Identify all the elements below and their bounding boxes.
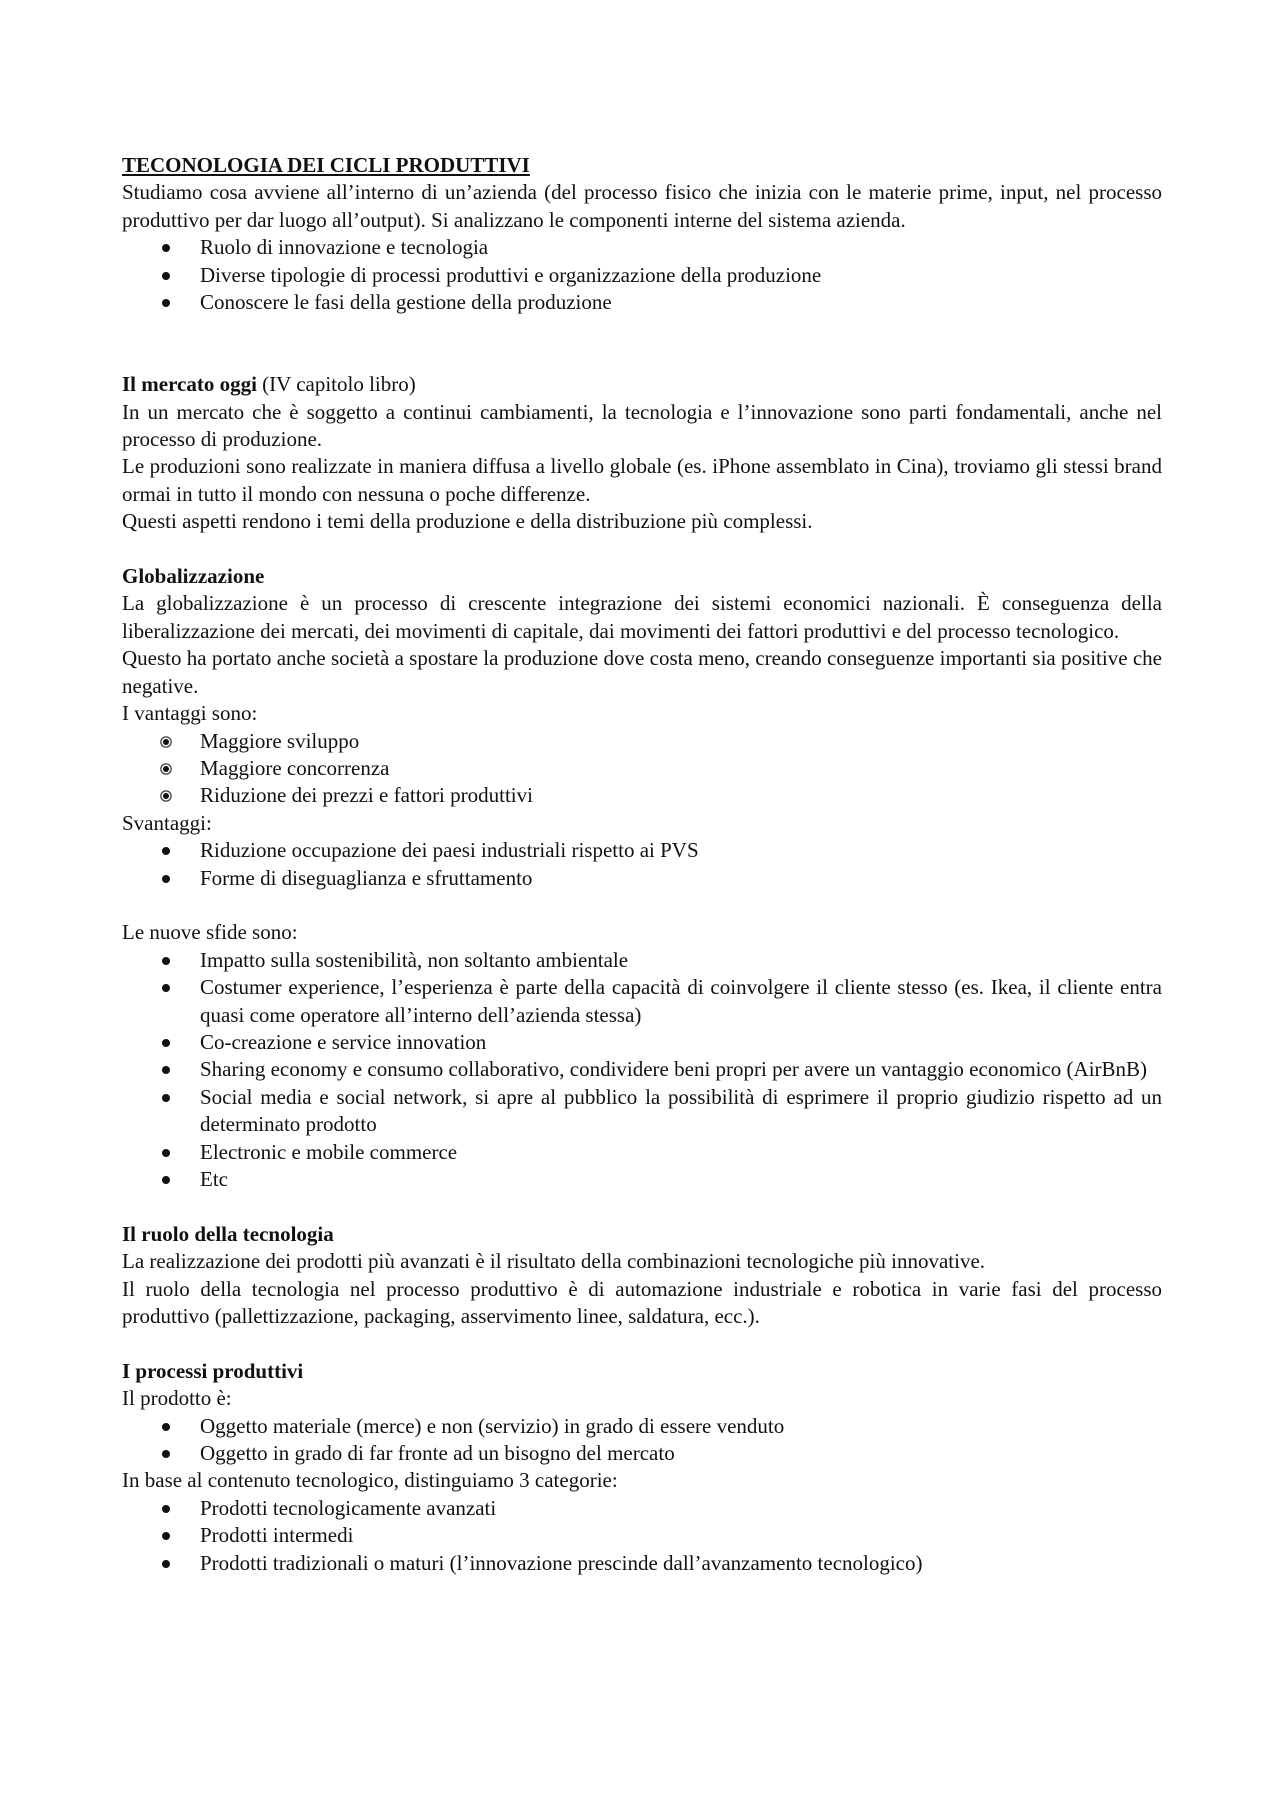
list-label: I vantaggi sono: [122,701,258,726]
list-item: Riduzione occupazione dei paesi industriali rispetto ai PVS [122,837,1162,864]
bullet-icon [162,957,170,965]
vantaggi-list [122,728,1162,810]
section-heading-globalizzazione: Globalizzazione [122,564,265,589]
spacer [122,1193,1162,1220]
bullet-icon [162,1450,170,1458]
list-label: Svantaggi: [122,810,212,835]
list-item: Oggetto materiale (merce) e non (servizio) in grado di essere venduto [122,1413,1162,1440]
spacer [122,316,1162,371]
list-item: Impatto sulla sostenibilità, non soltanto ambientale [122,947,1162,974]
bullet-icon [162,984,170,992]
list-label: In base al contenuto tecnologico, distinguiamo 3 categorie: [122,1468,618,1493]
bullet-icon [162,1532,170,1540]
list-item: Costumer experience, l’esperienza è parte della capacità di coinvolgere il cliente stesso (es. Ikea, il cliente entra quasi come operatore all’interno dell’azienda stessa) [122,974,1162,1029]
intro-bullet-list [122,234,1162,316]
section-heading-processi: I processi produttivi [122,1358,304,1383]
list-item: Conoscere le fasi della gestione della produzione [122,289,1162,316]
bullet-icon [162,1560,170,1568]
list-item: Maggiore sviluppo [122,728,1162,755]
bullet-icon [162,1066,170,1074]
section-heading-tecnologia: Il ruolo della tecnologia [122,1221,334,1246]
spacer [122,1330,1162,1357]
list-item: Co-creazione e service innovation [122,1029,1162,1056]
svantaggi-list [122,837,1162,892]
list-item: Etc [122,1166,1162,1193]
sfide-list [122,947,1162,1194]
paragraph: La realizzazione dei prodotti più avanzati è il risultato della combinazioni tecnologiche più innovative. [122,1249,986,1274]
prodotto-list [122,1413,1162,1468]
bullet-icon [162,1094,170,1102]
bullet-icon [162,244,170,252]
list-item: Social media e social network, si apre al pubblico la possibilità di esprimere il proprio giudizio rispetto ad un determinato prodotto [122,1084,1162,1139]
paragraph: Questo ha portato anche società a spostare la produzione dove costa meno, creando conseguenze importanti sia positive che negative. [122,646,1162,698]
list-item: Prodotti tradizionali o maturi (l’innovazione prescinde dall’avanzamento tecnologico) [122,1550,1162,1577]
section-heading-mercato: Il mercato oggi (IV capitolo libro) [122,372,416,397]
list-item: Oggetto in grado di far fronte ad un bisogno del mercato [122,1440,1162,1467]
bullet-icon [162,1423,170,1431]
document-title: TECONOLOGIA DEI CICLI PRODUTTIVI [122,153,530,177]
bullet-icon [163,766,169,772]
categorie-list [122,1495,1162,1577]
bullet-icon [163,739,169,745]
spacer [122,536,1162,563]
spacer [122,892,1162,919]
bullet-icon [162,299,170,307]
bullet-icon [163,793,169,799]
document-page [122,152,1162,1577]
list-label: Le nuove sfide sono: [122,920,298,945]
intro-paragraph: Studiamo cosa avviene all’interno di un’azienda (del processo fisico che inizia con le materie prime, input, nel processo produttivo per dar luogo all’output). Si analizzano le componenti interne del sistema azienda. [122,180,1162,232]
paragraph: Il ruolo della tecnologia nel processo produttivo è di automazione industriale e robotica in varie fasi del processo produttivo (pallettizzazione, packaging, asservimento linee, saldatura, ecc.). [122,1276,1162,1328]
bullet-icon [162,1039,170,1047]
list-item: Sharing economy e consumo collaborativo, condividere beni propri per avere un vantaggio economico (AirBnB) [122,1056,1162,1083]
bullet-icon [162,1149,170,1157]
list-item: Diverse tipologie di processi produttivi e organizzazione della produzione [122,262,1162,289]
paragraph: Le produzioni sono realizzate in maniera diffusa a livello globale (es. iPhone assemblato in Cina), troviamo gli stessi brand ormai in tutto il mondo con nessuna o poche differenze. [122,454,1162,506]
bullet-icon [162,272,170,280]
list-item: Forme di diseguaglianza e sfruttamento [122,865,1162,892]
paragraph: La globalizzazione è un processo di crescente integrazione dei sistemi economici nazionali. È conseguenza della liberalizzazione dei mercati, dei movimenti di capitale, dai movimenti dei fattori produttivi e del processo tecnologico. [122,591,1162,643]
paragraph: In un mercato che è soggetto a continui cambiamenti, la tecnologia e l’innovazione sono parti fondamentali, anche nel processo di produzione. [122,399,1162,452]
list-item: Maggiore concorrenza [122,755,1162,782]
bullet-icon [162,875,170,883]
list-item: Ruolo di innovazione e tecnologia [122,234,1162,261]
bullet-icon [162,1176,170,1184]
list-label: Il prodotto è: [122,1386,232,1411]
bullet-icon [162,1505,170,1513]
list-item: Electronic e mobile commerce [122,1139,1162,1166]
paragraph: Questi aspetti rendono i temi della produzione e della distribuzione più complessi. [122,509,813,534]
bullet-icon [162,847,170,855]
list-item: Riduzione dei prezzi e fattori produttivi [122,782,1162,809]
list-item: Prodotti tecnologicamente avanzati [122,1495,1162,1522]
list-item: Prodotti intermedi [122,1522,1162,1549]
